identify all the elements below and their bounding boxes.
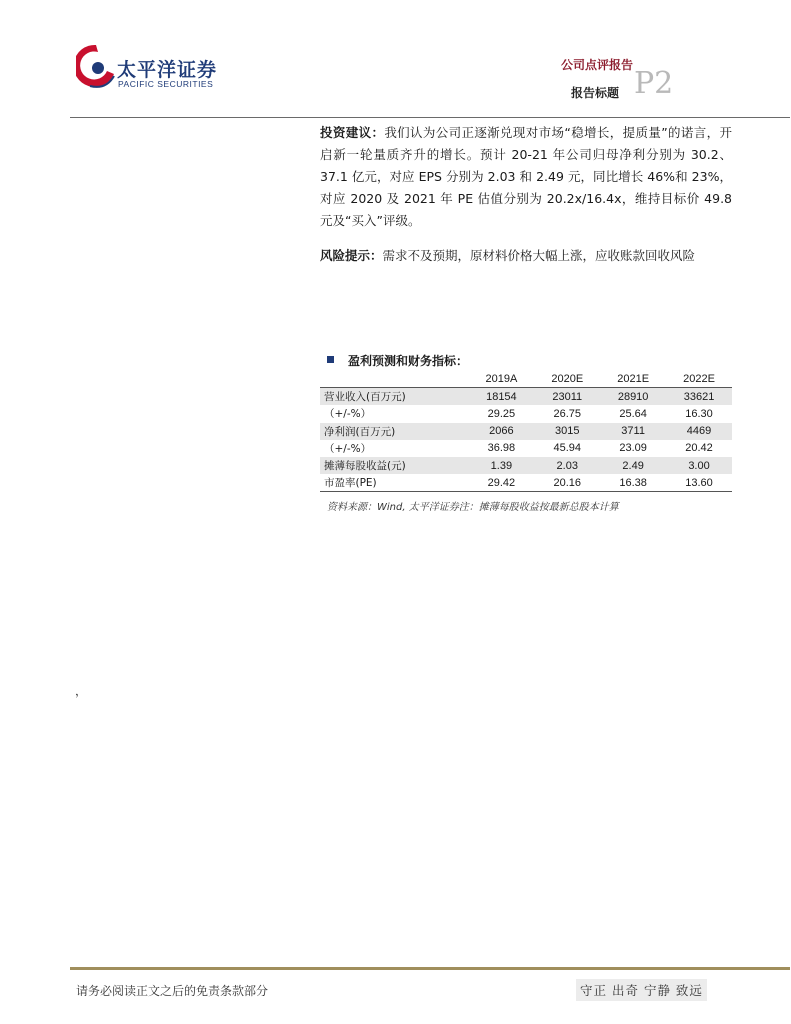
table-cell: 2.49: [600, 457, 666, 474]
table-header-row: [320, 370, 732, 388]
table-cell: 2.03: [534, 457, 600, 474]
report-title: 报告标题: [570, 86, 619, 100]
table-row: [320, 388, 732, 406]
table-cell: 45.94: [553, 442, 582, 455]
table-header-cell: 2020E: [534, 370, 600, 388]
table-cell: 16.30: [685, 407, 713, 420]
investment-advice-label: 投资建议：: [320, 125, 385, 140]
logo-english-text: PACIFIC SECURITIES: [118, 79, 214, 89]
table-cell: 3015: [534, 423, 600, 440]
table-cell: 4469: [666, 423, 732, 440]
table-header-cell: 2019A: [468, 370, 534, 388]
table-source-note: 资料来源：Wind, 太平洋证券注：摊薄每股收益按最新总股本计算: [327, 502, 619, 513]
table-cell: 净利润(百万元): [320, 423, 468, 440]
table-cell: 3.00: [666, 457, 732, 474]
table-cell: 18154: [468, 388, 534, 406]
risk-warning-label: 风险提示：: [320, 248, 383, 263]
table-row: [320, 405, 732, 422]
footer-divider: [70, 967, 790, 970]
table-row: [320, 423, 732, 440]
table-header-cell: 2022E: [666, 370, 732, 388]
table-cell: 摊薄每股收益(元): [320, 457, 468, 474]
table-cell: （+/-%）: [324, 408, 372, 421]
table-cell: 23011: [534, 388, 600, 406]
risk-warning: [320, 245, 732, 267]
investment-advice-text: 我们认为公司正逐渐兑现对市场“稳增长，提质量”的诺言，开启新一轮量质齐升的增长。预计 20-21 年公司归母净利分别为 30.2、37.1 亿元，对应 EPS 分别为 2.03 和 2.49 元，同比增长 46%和 23%，对应 2020 及 2021 年 PE 估值分别为 20.2x/16.4x，维持目标价 49.8 元及“买入”评级。: [320, 125, 732, 228]
table-cell: 市盈率(PE): [320, 474, 468, 492]
company-logo: [76, 42, 236, 92]
table-cell: 营业收入(百万元): [320, 388, 468, 406]
table-cell: 36.98: [487, 442, 516, 455]
table-cell: 26.75: [553, 407, 582, 420]
investment-advice: [320, 122, 732, 232]
table-cell: 20.42: [685, 442, 713, 455]
table-cell: 28910: [600, 388, 666, 406]
financial-forecast-table: [320, 370, 732, 492]
table-title: [327, 352, 468, 369]
report-type: 公司点评报告: [560, 58, 633, 72]
stray-punctuation: ，: [75, 684, 88, 698]
table-cell: 29.25: [487, 407, 516, 420]
footer-motto: 守正 出奇 宁静 致远: [576, 979, 707, 1001]
table-cell: 25.64: [619, 407, 647, 420]
footer-disclaimer: 请务必阅读正文之后的免责条款部分: [76, 984, 269, 998]
table-cell: 23.09: [619, 442, 647, 455]
table-cell: 1.39: [468, 457, 534, 474]
header-divider: [70, 117, 790, 118]
table-header-cell: [320, 370, 468, 388]
square-bullet-icon: [327, 356, 334, 363]
table-cell: 29.42: [468, 474, 534, 492]
page-number: P2: [634, 66, 674, 101]
table-cell: （+/-%）: [324, 442, 372, 455]
table-cell: 2066: [468, 423, 534, 440]
table-row: [320, 474, 732, 492]
logo-mark-icon: [76, 42, 116, 92]
table-title-text: 盈利预测和财务指标：: [348, 354, 469, 368]
table-cell: 20.16: [534, 474, 600, 492]
table-row: [320, 440, 732, 457]
table-header-cell: 2021E: [600, 370, 666, 388]
table-cell: 13.60: [666, 474, 732, 492]
table-cell: 3711: [600, 423, 666, 440]
table-cell: 16.38: [600, 474, 666, 492]
table-cell: 33621: [666, 388, 732, 406]
risk-warning-text: 需求不及预期，原材料价格大幅上涨，应收账款回收风险: [382, 248, 696, 263]
logo-chinese-text: 太平洋证券: [117, 59, 218, 81]
table-row: [320, 457, 732, 474]
